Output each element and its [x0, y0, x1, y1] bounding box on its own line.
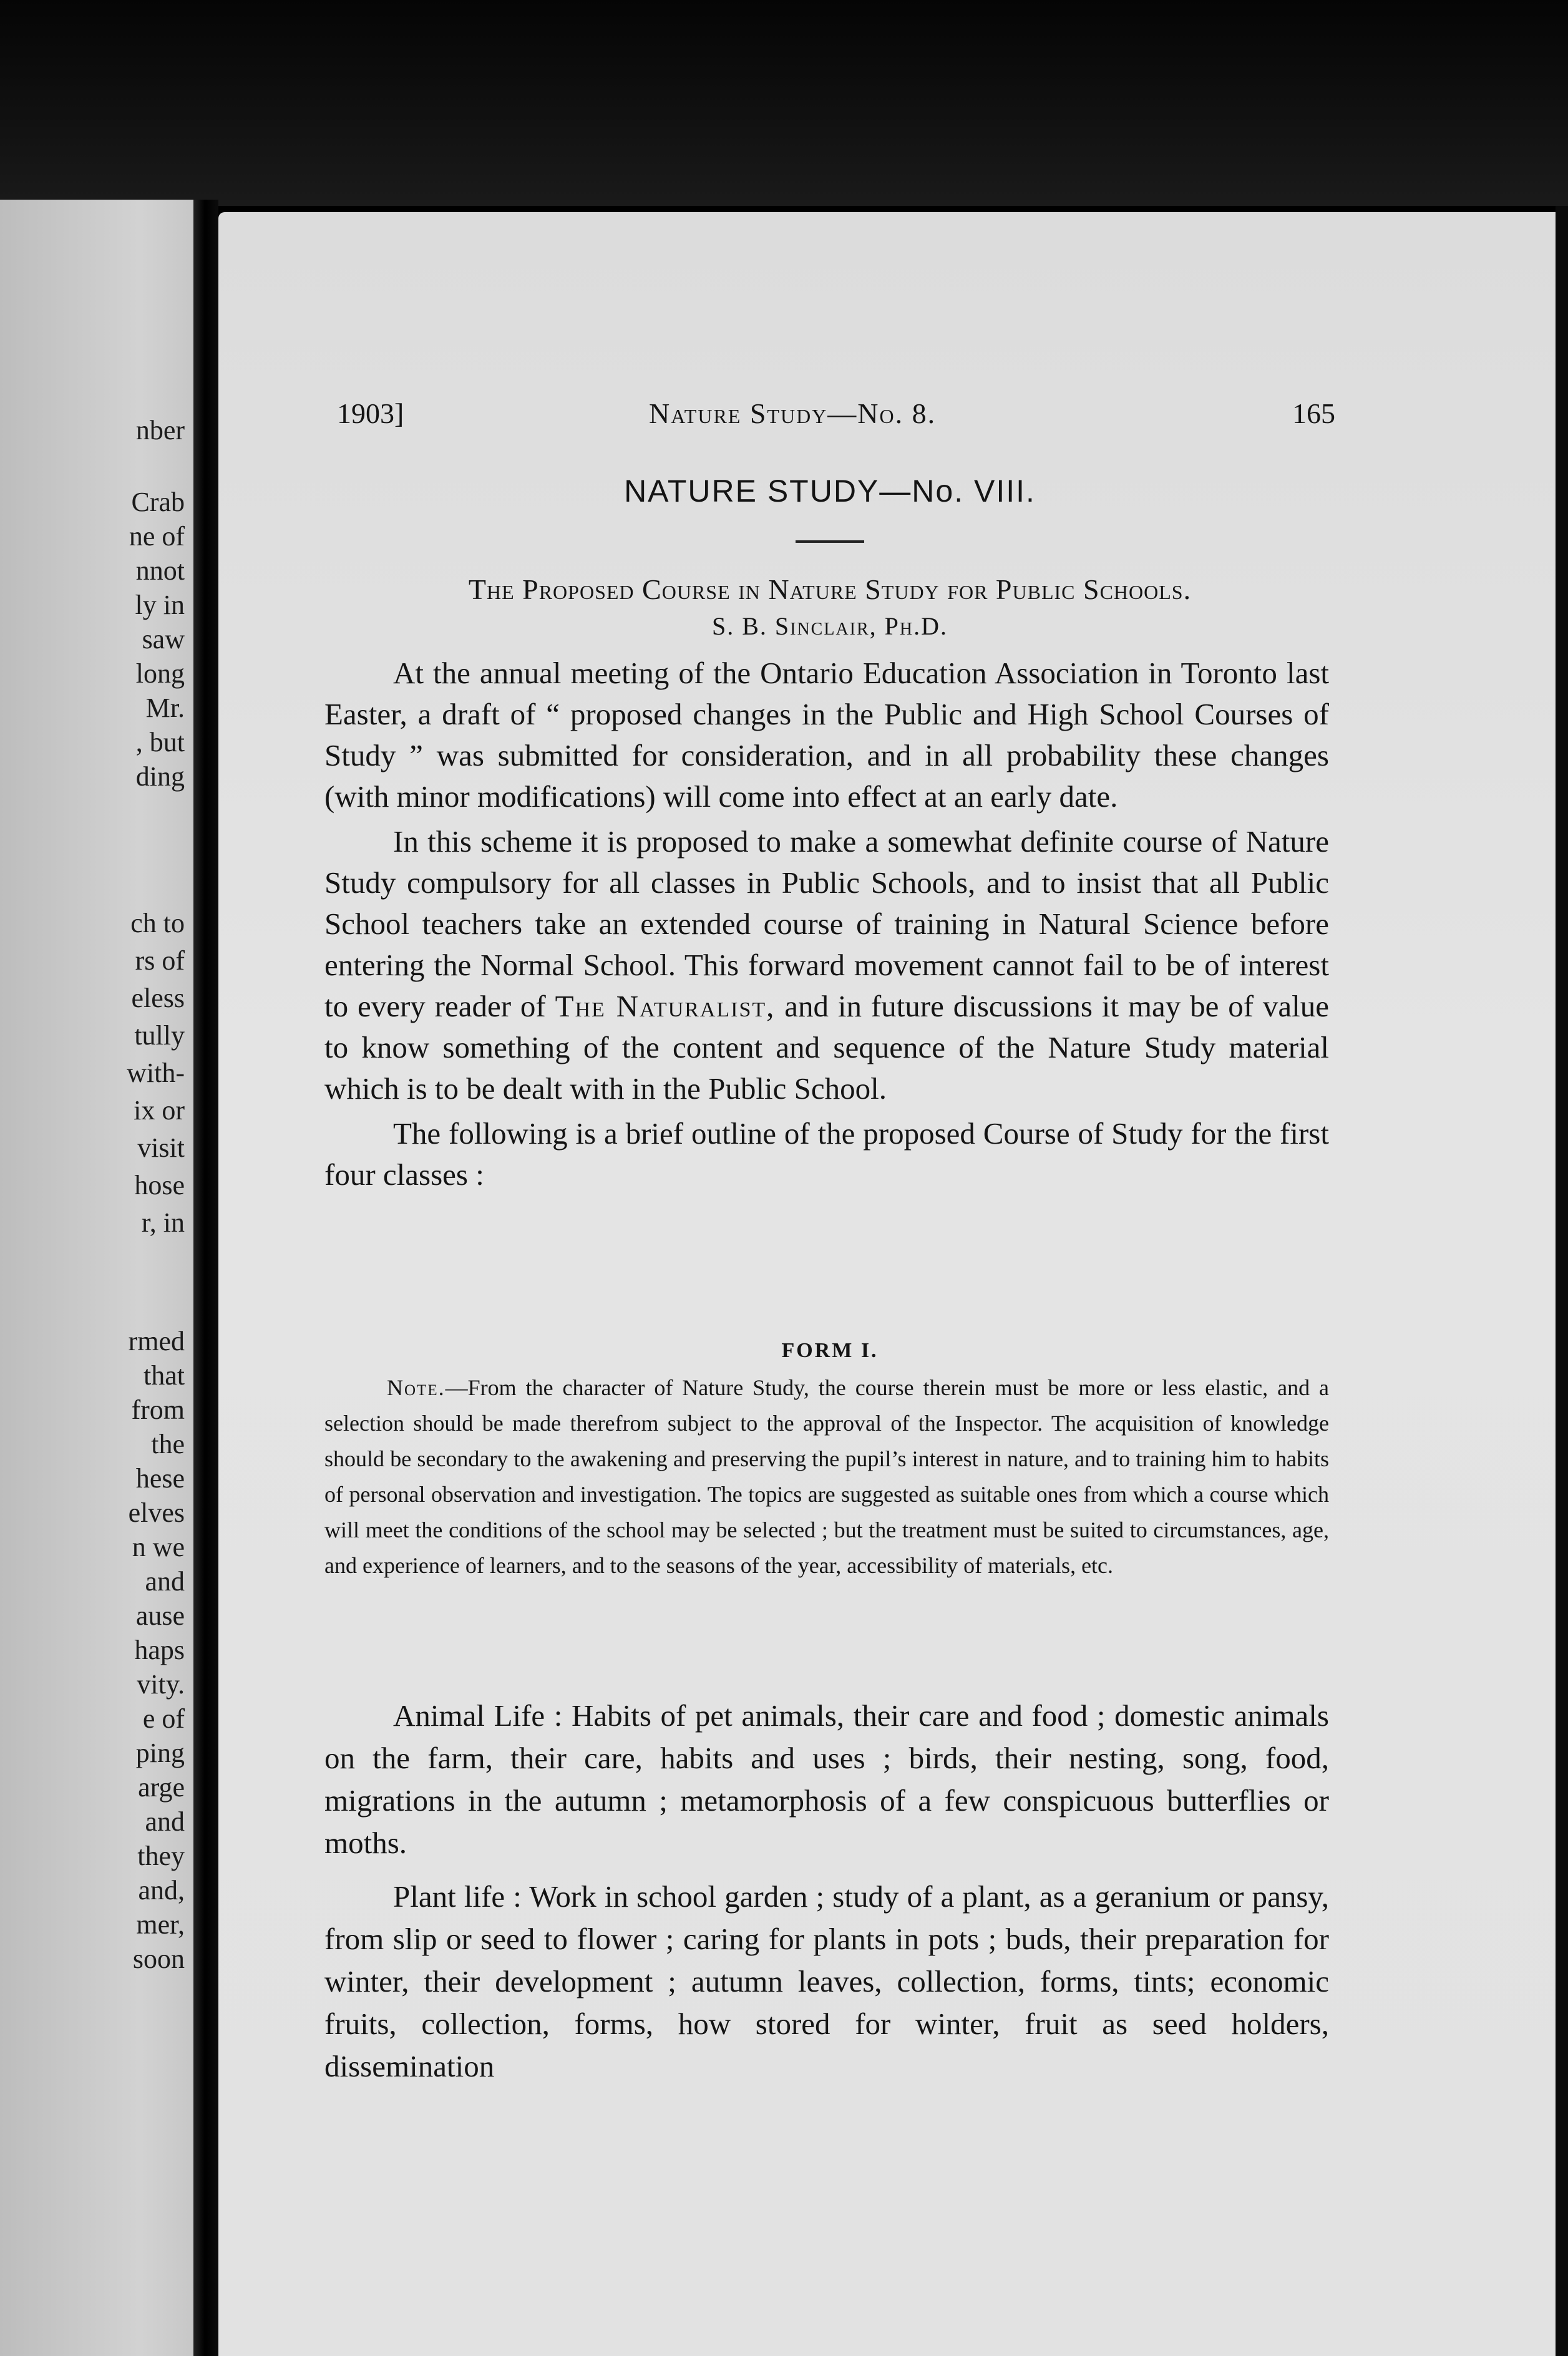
paragraph-1: At the annual meeting of the Ontario Education Association in Toronto last Easter, a draft of “ proposed changes in the Public and High School Courses of Study ” was submitted for consideration, and in all probability these changes (with minor modifications) will come into effect at an early date.	[324, 656, 1329, 814]
left-page-fragment: tully	[134, 1020, 185, 1051]
title-rule	[796, 540, 864, 543]
left-page-fragment: Crab	[131, 487, 185, 517]
left-page-fragment: mer,	[136, 1909, 185, 1940]
left-page-fragment: ping	[135, 1738, 185, 1768]
note-text: —From the character of Nature Study, the course therein must be more or less elastic, and a selection should be made therefrom subject to the approval of the Inspector. The acquisition of knowledge should be secondary to the awakening and preserving the pupil’s interest in nature, and to training him to habits of personal observation and investigation. The topics are suggested as suitable ones from which a course which will meet the conditions of the school may be selected ; but the treatment must be suited to circumstances, age, and experience of learners, and to the seasons of the year, accessibility of materials, etc.	[324, 1375, 1329, 1578]
form-heading: FORM I.	[781, 1339, 879, 1362]
left-page-fragment: long	[135, 658, 185, 689]
article-author: S. B. Sinclair, Ph.D.	[711, 612, 948, 640]
left-page-fragment: r, in	[141, 1207, 185, 1238]
left-page-fragment: and	[145, 1806, 185, 1837]
left-page-fragment: vity.	[137, 1669, 185, 1700]
animal-life-paragraph: Animal Life : Habits of pet animals, their care and food ; domestic animals on the farm, their care, habits and uses ; birds, their nesting, song, food, migrations in the autumn ; metamorphosis of a few conspicuous butterflies or moths.	[324, 1698, 1329, 1860]
dark-background-top	[0, 0, 1568, 206]
left-page-fragment: soon	[132, 1944, 185, 1974]
left-page-fragment: , but	[135, 727, 185, 757]
note-block	[324, 1370, 1329, 1584]
journal-name: The Naturalist,	[555, 989, 776, 1023]
running-header	[324, 397, 1335, 441]
article-body	[324, 653, 1329, 1195]
left-page-fragment: ch to	[130, 908, 185, 938]
left-page-fragment: with-	[127, 1058, 185, 1088]
left-page-fragment: that	[144, 1360, 185, 1391]
left-page-fragment: ix or	[134, 1095, 185, 1126]
left-page-fragment: n we	[132, 1532, 185, 1562]
left-page-fragment: eless	[131, 983, 185, 1013]
left-page-fragment: saw	[142, 624, 185, 655]
book-gutter	[193, 200, 218, 2356]
left-page-fragment: hose	[134, 1170, 185, 1200]
course-topics	[324, 1695, 1329, 2099]
left-page-fragment: e of	[142, 1703, 185, 1734]
header-running-title: Nature Study—No. 8.	[649, 397, 937, 429]
facing-page-left	[0, 200, 200, 2356]
left-page-fragment: nnot	[135, 555, 185, 586]
paragraph-2	[324, 821, 1329, 1109]
page-number: 165	[1292, 397, 1335, 429]
left-page-fragment: haps	[134, 1635, 185, 1665]
paragraph-2-text-b: and in future discussions it may be of value to know something of the content and sequence of the Nature Study material which is to be dealt with in the Public School.	[324, 989, 1329, 1106]
left-page-fragment: rs of	[135, 945, 185, 976]
plant-life-paragraph: Plant life : Work in school garden ; study of a plant, as a geranium or pansy, from slip or seed to flower ; caring for plants in pots ; buds, their preparation for winter, their development ; autumn leaves, collection, forms, tints; economic fruits, collection, forms, how stored for winter, fruit as seed holders, dissemination	[324, 1879, 1329, 2083]
page-edge-right	[1556, 206, 1568, 2356]
left-page-fragment: Mr.	[145, 693, 185, 723]
left-page-fragment: they	[137, 1841, 185, 1871]
article-subtitle: The Proposed Course in Nature Study for Public Schools.	[468, 573, 1192, 605]
note-lead: Note.	[387, 1375, 446, 1400]
left-page-fragment: ding	[135, 761, 185, 792]
left-page-fragment: from	[131, 1395, 185, 1425]
left-page-fragment: and	[145, 1566, 185, 1597]
left-page-fragment: elves	[128, 1497, 185, 1528]
left-page-fragment: hese	[135, 1463, 185, 1494]
left-page-fragment: ause	[135, 1600, 185, 1631]
left-page-fragment: ly in	[135, 590, 185, 620]
article-title: NATURE STUDY—No. VIII.	[624, 474, 1036, 509]
paragraph-3: The following is a brief outline of the proposed Course of Study for the first four classes :	[324, 1116, 1329, 1192]
left-page-fragment: the	[151, 1429, 185, 1459]
left-page-fragment: nber	[135, 415, 185, 445]
header-year: 1903]	[337, 397, 404, 429]
left-page-fragment: ne of	[129, 521, 185, 552]
left-page-fragment: visit	[137, 1132, 185, 1163]
left-page-fragment: and,	[138, 1875, 185, 1906]
left-page-fragment: arge	[138, 1772, 185, 1803]
paragraph-2-text-a: In this scheme it is proposed to make a somewhat definite course of Nature Study compulsory for all classes in Public Schools, and to insist that all Public School teachers take an extended course of training in Natural Science before entering the Normal School. This forward movement cannot fail to be of interest to every reader of	[324, 824, 1329, 1023]
left-page-fragment: rmed	[128, 1326, 185, 1356]
